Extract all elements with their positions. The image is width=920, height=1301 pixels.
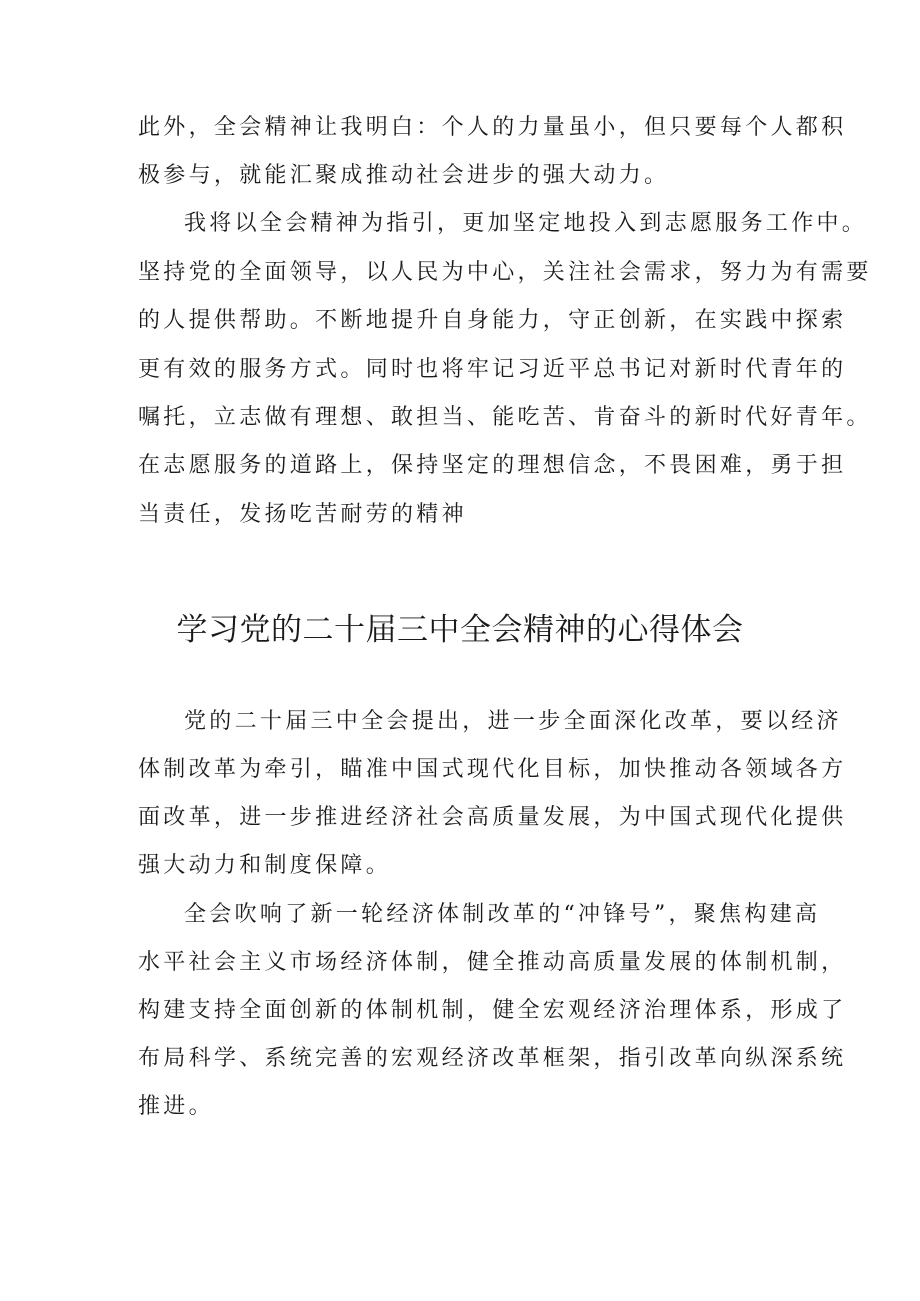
paragraph-line: 在志愿服务的道路上，保持坚定的理想信念，不畏困难，勇于担: [138, 453, 847, 478]
paragraph-line: 强大动力和制度保障。: [138, 853, 392, 878]
paragraph-line: 当责任，发扬吃苦耐劳的精神: [138, 502, 467, 527]
paragraph-line: 体制改革为牵引，瞄准中国式现代化目标，加快推动各领域各方: [138, 757, 847, 782]
paragraph-line: 极参与，就能汇聚成推动社会进步的强大动力。: [138, 163, 670, 188]
paragraph-line: 嘱托，立志做有理想、敢担当、能吃苦、肯奋斗的新时代好青年。: [138, 405, 872, 430]
paragraph-line: 坚持党的全面领导，以人民为中心，关注社会需求，努力为有需要: [138, 260, 872, 285]
paragraph-line: 面改革，进一步推进经济社会高质量发展，为中国式现代化提供: [138, 805, 847, 830]
paragraph-line: 党的二十届三中全会提出，进一步全面深化改革，要以经济: [184, 709, 842, 734]
paragraph-line: 我将以全会精神为指引，更加坚定地投入到志愿服务工作中。: [184, 211, 868, 236]
article-title: 学习党的二十届三中全会精神的心得体会: [176, 612, 744, 648]
paragraph-line: 推进。: [138, 1094, 214, 1119]
paragraph-line: 全会吹响了新一轮经济体制改革的“冲锋号”，聚焦构建高: [184, 902, 821, 927]
paragraph-line: 构建支持全面创新的体制机制，健全宏观经济治理体系，形成了: [138, 998, 847, 1023]
paragraph-line: 的人提供帮助。不断地提升自身能力，守正创新，在实践中探索: [138, 308, 847, 333]
paragraph-line: 水平社会主义市场经济体制，健全推动高质量发展的体制机制，: [138, 950, 847, 975]
paragraph-line: 布局科学、系统完善的宏观经济改革框架，指引改革向纵深系统: [138, 1046, 847, 1071]
paragraph-line: 更有效的服务方式。同时也将牢记习近平总书记对新时代青年的: [138, 357, 847, 382]
paragraph-line: 此外，全会精神让我明白：个人的力量虽小，但只要每个人都积: [138, 115, 847, 140]
